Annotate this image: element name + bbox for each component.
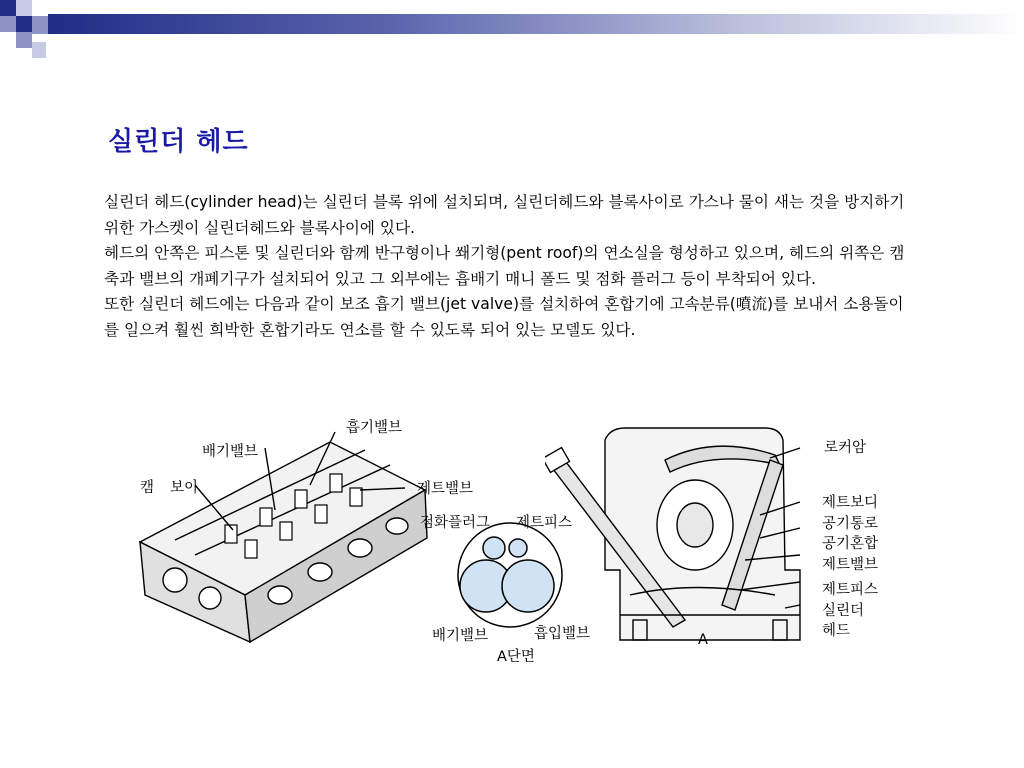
header-square <box>16 0 32 16</box>
slide-title: 실린더 헤드 <box>108 127 249 157</box>
label-cylinder-head-line2: 헤드 <box>822 623 851 639</box>
header-square <box>0 0 16 16</box>
label-jet-piece-right: 제트피스 <box>822 582 879 598</box>
label-spark-plug: 점화플러그 <box>420 515 491 531</box>
label-section-a: A단면 <box>497 649 535 665</box>
header-square <box>16 16 32 32</box>
label-air-mix: 공기혼합 <box>822 536 879 552</box>
header-square <box>32 42 46 58</box>
label-intake-valve: 흡기밸브 <box>346 420 403 436</box>
label-cylinder-head-line1: 실린더 <box>822 603 865 619</box>
slide-body <box>104 190 914 343</box>
label-air-passage: 공기통로 <box>822 516 879 532</box>
label-section-mark: A <box>698 632 708 648</box>
label-boss: 보이 <box>170 480 199 496</box>
header-square <box>32 16 48 34</box>
label-exhaust-valve: 배기밸브 <box>202 444 259 460</box>
paragraph: 또한 실린더 헤드에는 다음과 같이 보조 흡기 밸브(jet valve)를 설치하여 혼합기에 고속분류(噴流)를 보내서 소용돌이를 일으켜 훨씬 희박한 혼합기라도 연소를 할 수 있도록 되어 있는 모델도 있다. <box>104 295 904 339</box>
jet-valve-cross-section <box>545 420 820 645</box>
cylinder-head-illustration <box>135 430 435 645</box>
header-gradient-bar <box>48 14 1024 34</box>
label-cam: 캠 <box>140 480 155 496</box>
label-jet-valve-left: 제트밸브 <box>417 481 474 497</box>
header-square <box>0 16 16 32</box>
label-intake-valve-center: 흡입밸브 <box>534 626 591 642</box>
header-square <box>16 32 32 48</box>
label-rocker-arm: 로커암 <box>824 440 867 456</box>
paragraph: 헤드의 안쪽은 피스톤 및 실린더와 함께 반구형이나 쐐기형(pent roof)의 연소실을 형성하고 있으며, 헤드의 위쪽은 캠축과 밸브의 개폐기구가 설치되어 있고 그 외부에는 흡배기 매니 폴드 및 점화 플러그 등이 부착되어 있다. <box>104 244 905 288</box>
label-exhaust-valve-center: 배기밸브 <box>432 628 489 644</box>
paragraph: 실린더 헤드(cylinder head)는 실린더 블록 위에 설치되며, 실린더헤드와 블록사이로 가스나 물이 새는 것을 방지하기 위한 가스켓이 실린더헤드와 블록사이에 있다. <box>104 193 905 237</box>
label-jet-piece-center: 제트피스 <box>516 515 573 531</box>
label-jet-body: 제트보디 <box>822 495 879 511</box>
label-jet-valve-right: 제트밸브 <box>822 557 879 573</box>
